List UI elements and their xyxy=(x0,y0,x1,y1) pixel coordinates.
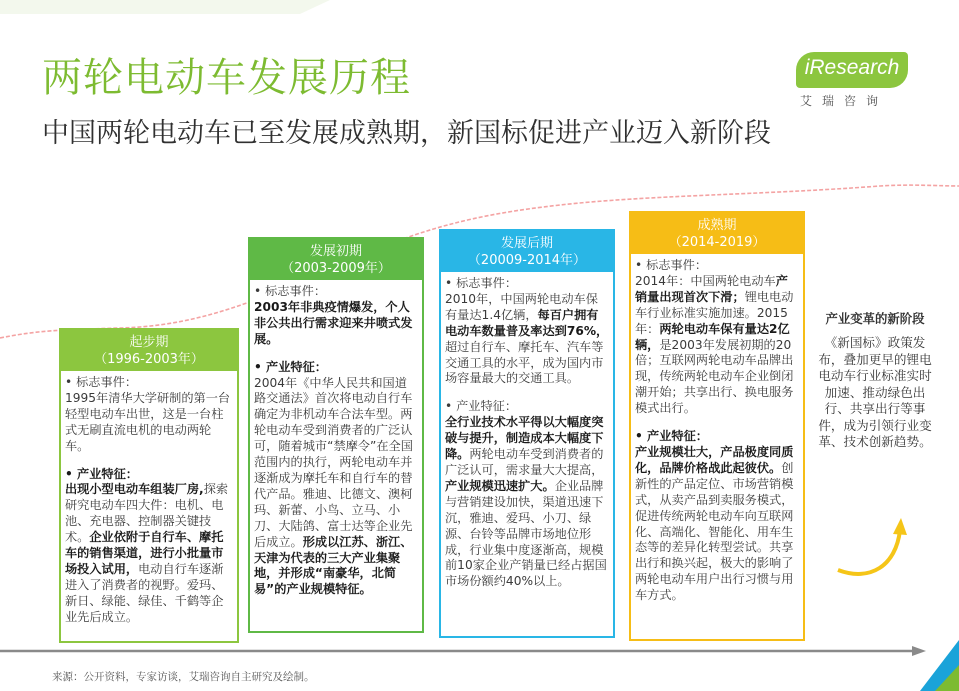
feature-normal-1: 创新性的产品定位、市场营销模式，从卖产品到卖服务模式，促进传统两轮电动车向互联网化、高端化、智能化、用车生态等的差异化转型尝试。共享出行和换兴起，极大的影响了两轮电动车用户出行习惯与用车方式。 xyxy=(635,460,794,603)
feature-bold-1: 形成以江苏、浙江、天津为代表的三大产业集聚地，并形成“南豪华，北简易”的产业规模特征。 xyxy=(254,534,413,597)
feature-normal-1: 探索研究电动车四大件：电机、电池、充电器、控制器关键技术。 xyxy=(65,482,229,545)
stage-body xyxy=(61,371,237,626)
stage-card-mature xyxy=(629,211,805,641)
event-text xyxy=(635,274,799,417)
feature-label: • 产业特征： xyxy=(635,429,708,444)
new-phase-text: 《新国标》政策发布，叠加更早的锂电电动车行业标准实时加速、推动绿色出行、共享出行等事件，成为引领行业变革、技术创新趋势。 xyxy=(818,335,932,449)
iresearch-logo xyxy=(796,52,916,112)
stage-header xyxy=(61,330,237,371)
event-label: • 标志事件： xyxy=(635,258,708,272)
feature-normal-2: 企业品牌与营销建设加快，渠道迅速下沉，雅迪、爱玛、小刀、绿源、台铃等品牌市场地位形成，行业集中度逐渐高，规模前10家企业产销量已经占据国市场份额约40%以上。 xyxy=(445,478,607,589)
stage-header xyxy=(631,213,803,254)
feature-label: • 产业特征： xyxy=(254,359,327,374)
stage-period: （2014-2019） xyxy=(668,235,766,250)
stage-name: 起步期 xyxy=(129,335,169,350)
stage-period: （20009-2014年） xyxy=(467,253,587,268)
logo-text: iResearch xyxy=(804,56,900,79)
feature-normal-1: 2004年《中华人民共和国道路交通法》首次将电动自行车确定为非机动车合法车型。两轮电动车受到消费者的广泛认可，随着城市“禁摩令”在全国范围内的执行，两轮电动车并逐渐成为摩托车和自行车的替代产品。雅迪、比德文、澳柯玛、新蕾、小鸟、立马、小刀、大陆鸽、富士达等企业先后成立。 xyxy=(254,375,413,549)
page-title: 两轮电动车发展历程 xyxy=(42,55,411,101)
event-normal-3: 是2003年发展初期的20倍；互联网两轮电动车品牌出现，传统两轮电动车企业倒闭潮开始；共享出行、换电服务模式出行。 xyxy=(635,337,794,416)
stage-body xyxy=(631,254,803,604)
feature-bold-1: 全行业技术水平得以大幅度突破与提升，制造成本大幅度下降。 xyxy=(445,415,604,462)
event-label: • 标志事件： xyxy=(445,276,518,290)
stage-body xyxy=(441,272,613,590)
event-label: • 标志事件： xyxy=(254,284,327,298)
page-subtitle: 中国两轮电动车已至发展成熟期，新国标促进产业迈入新阶段 xyxy=(42,118,771,149)
transition-arrowhead xyxy=(893,518,907,535)
source-note: 来源：公开资料，专家访谈，艾瑞咨询自主研究及绘制。 xyxy=(52,671,315,683)
feature-text xyxy=(254,376,418,599)
event-label: • 标志事件： xyxy=(65,375,138,389)
feature-bold-1: 出现小型电动车组装厂房, xyxy=(65,482,204,497)
stage-body xyxy=(250,280,422,598)
stage-name: 发展初期 xyxy=(309,244,362,259)
stage-name: 发展后期 xyxy=(500,236,553,251)
event-normal-2: 锂电电动车行业标准实施加速。2015年： xyxy=(635,289,794,336)
feature-label: • 产业特征： xyxy=(445,399,518,414)
new-phase-title: 产业变革的新阶段 xyxy=(825,311,925,326)
feature-text xyxy=(65,482,233,625)
stage-period: （2003-2009年） xyxy=(281,261,391,276)
top-stripe xyxy=(0,0,330,14)
feature-text xyxy=(445,415,609,590)
event-text: 2003年非典疫情爆发，个人非公共出行需求迎来井喷式发展。 xyxy=(254,299,413,346)
event-text xyxy=(445,292,609,387)
transition-arrow xyxy=(838,530,900,574)
stage-period: （1996-2003年） xyxy=(94,352,204,367)
event-bold-1: 产销量出现首次下滑； xyxy=(635,273,788,304)
feature-text xyxy=(635,445,799,604)
event-normal-1: 2010年，中国两轮电动车保有量达1.4亿辆， xyxy=(445,291,598,322)
stage-header xyxy=(250,239,422,280)
stage-card-startup xyxy=(59,328,239,643)
time-axis-arrow xyxy=(912,646,926,656)
feature-bold-1: 产业规模壮大，产品极度同质化，品牌价格战此起彼伏。 xyxy=(635,444,794,475)
event-bold-2: 两轮电动车保有量达2亿辆， xyxy=(635,321,790,352)
event-bold-1: 每百户拥有电动车数量普及率达到76%， xyxy=(445,307,609,338)
event-normal-1: 2014年：中国两轮电动车 xyxy=(635,273,776,288)
stage-name: 成熟期 xyxy=(697,218,737,233)
event-text: 1995年清华大学研制的第一台轻型电动车出世，这是一台柱式无刷直流电机的电动两轮车。 xyxy=(65,390,231,453)
feature-bold-2: 企业依附于自行车、摩托车的销售渠道，进行小批量市场投入试用， xyxy=(65,530,224,576)
feature-bold-2: 产业规模迅速扩大。 xyxy=(445,478,555,493)
feature-normal-2: 电动自行车逐渐进入了消费者的视野。爱玛、新日、绿能、绿佳、千鹤等企业先后成立。 xyxy=(65,561,224,624)
feature-label: • 产业特征： xyxy=(65,466,138,481)
event-normal-2: 超过自行车、摩托车、汽车等交通工具的水平，成为国内市场容量最大的交通工具。 xyxy=(445,339,604,386)
stage-card-early-development xyxy=(248,237,424,633)
new-phase-note xyxy=(816,310,934,451)
stage-header xyxy=(441,231,613,272)
feature-normal-1: 两轮电动车受到消费者的广泛认可，需求量大大提高， xyxy=(445,447,604,477)
logo-cn: 艾瑞咨询 xyxy=(800,94,889,108)
stage-card-late-development xyxy=(439,229,615,638)
